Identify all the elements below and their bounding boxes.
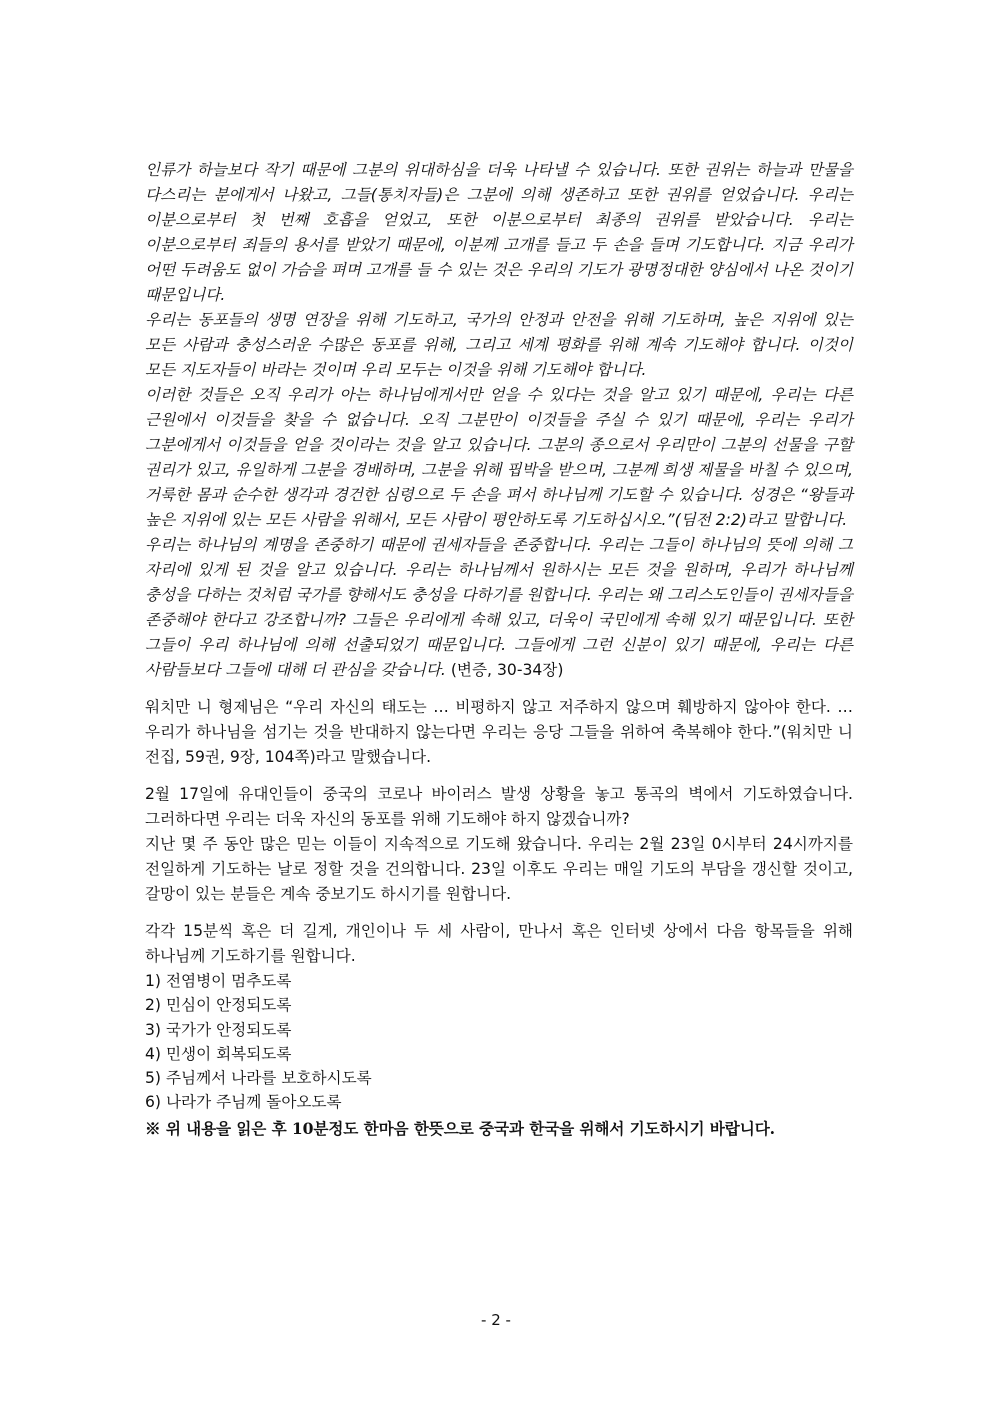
prayer-intro-paragraph: 각각 15분씩 혹은 더 길게, 개인이나 두 세 사람이, 만나서 혹은 인터넷 상에서 다음 항목들을 위해 하나님께 기도하기를 원합니다.	[145, 922, 853, 965]
closing-note: ※ 위 내용을 읽은 후 10분정도 한마음 한뜻으로 중국과 한국을 위해서 기도하시기 바랍니다.	[145, 1118, 775, 1138]
prayer-day-proposal-paragraph: 지난 몇 주 동안 많은 믿는 이들이 지속적으로 기도해 왔습니다. 우리는 2월 23일 0시부터 24시까지를 전일하게 기도하는 날로 정할 것을 건의합니다. 23일 이후도 우리는 매일 기도의 부담을 갱신할 것이고, 갈망이 있는 분들은 계속 중보기도 하시기를 원합니다.	[145, 835, 853, 903]
prayer-items-list	[145, 969, 853, 1115]
jews-prayer-paragraph: 2월 17일에 유대인들이 중국의 코로나 바이러스 발생 상황을 놓고 통곡의 벽에서 기도하였습니다. 그러하다면 우리는 더욱 자신의 동포를 위해 기도해야 하지 않겠습니까?	[145, 785, 853, 828]
quote-paragraph-4: 우리는 하나님의 계명을 존중하기 때문에 권세자들을 존중합니다. 우리는 그들이 하나님의 뜻에 의해 그 자리에 있게 된 것을 알고 있습니다. 우리는 하나님께서 원하시는 모든 것을 원하며, 우리가 하나님께 충성을 다하는 것처럼 국가를 향해서도 충성을 다하기를 원합니다. 우리는 왜 그리스도인들이 권세자들을 존중해야 한다고 강조합니까? 그들은 우리에게 속해 있고, 더욱이 국민에게 속해 있기 때문입니다. 또한 그들이 우리 하나님에 의해 선출되었기 때문입니다. 그들에게 그런 신분이 있기 때문에, 우리는 다른 사람들보다 그들에 대해 더 관심을 갖습니다.	[145, 536, 853, 679]
quote-citation: (변증, 30-34장)	[445, 661, 564, 679]
quote-paragraph-3: 이러한 것들은 오직 우리가 아는 하나님에게서만 얻을 수 있다는 것을 알고 있기 때문에, 우리는 다른 근원에서 이것들을 찾을 수 없습니다. 오직 그분만이 이것들을 주실 수 있기 때문에, 우리는 우리가 그분에게서 이것들을 얻을 것이라는 것을 알고 있습니다. 그분의 종으로서 우리만이 그분의 선물을 구할 권리가 있고, 유일하게 그분을 경배하며, 그분을 위해 핍박을 받으며, 그분께 희생 제물을 바칠 수 있으며, 거룩한 몸과 순수한 생각과 경건한 심령으로 두 손을 펴서 하나님께 기도할 수 있습니다. 성경은 “왕들과 높은 지위에 있는 모든 사람을 위해서, 모든 사람이 평안하도록 기도하십시오.”(딤전 2:2)라고 말합니다.	[145, 386, 853, 529]
list-item: 6) 나라가 주님께 돌아오도록	[145, 1093, 342, 1112]
list-item: 5) 주님께서 나라를 보호하시도록	[145, 1069, 372, 1088]
page-number: - 2 -	[481, 1311, 511, 1329]
quote-paragraph-2: 우리는 동포들의 생명 연장을 위해 기도하고, 국가의 안정과 안전을 위해 기도하며, 높은 지위에 있는 모든 사람과 충성스러운 수많은 동포를 위해, 그리고 세계 평화를 위해 계속 기도해야 합니다. 이것이 모든 지도자들이 바라는 것이며 우리 모두는 이것을 위해 기도해야 합니다.	[145, 311, 853, 379]
list-item: 4) 민생이 회복되도록	[145, 1044, 292, 1063]
list-item: 2) 민심이 안정되도록	[145, 996, 292, 1015]
watchman-nee-paragraph: 워치만 니 형제님은 “우리 자신의 태도는 … 비평하지 않고 저주하지 않으며 훼방하지 않아야 한다. … 우리가 하나님을 섬기는 것을 반대하지 않는다면 우리는 응당 그들을 위하여 축복해야 한다.”(워치만 니 전집, 59권, 9장, 104쪽)라고 말했습니다.	[145, 698, 853, 766]
list-item: 1) 전염병이 멈추도록	[145, 972, 292, 990]
quote-paragraph-4-wrapper	[145, 533, 853, 683]
document-body	[145, 158, 853, 1141]
quote-paragraph-1: 인류가 하늘보다 작기 때문에 그분의 위대하심을 더욱 나타낼 수 있습니다. 또한 권위는 하늘과 만물을 다스리는 분에게서 나왔고, 그들(통치자들)은 그분에 의해 생존하고 또한 권위를 얻었습니다. 우리는 이분으로부터 첫 번째 호흡을 얻었고, 또한 이분으로부터 최종의 권위를 받았습니다. 우리는 이분으로부터 죄들의 용서를 받았기 때문에, 이분께 고개를 들고 두 손을 들며 기도합니다. 지금 우리가 어떤 두려움도 없이 가슴을 펴며 고개를 들 수 있는 것은 우리의 기도가 광명정대한 양심에서 나온 것이기 때문입니다.	[145, 161, 853, 304]
list-item: 3) 국가가 안정되도록	[145, 1020, 292, 1039]
